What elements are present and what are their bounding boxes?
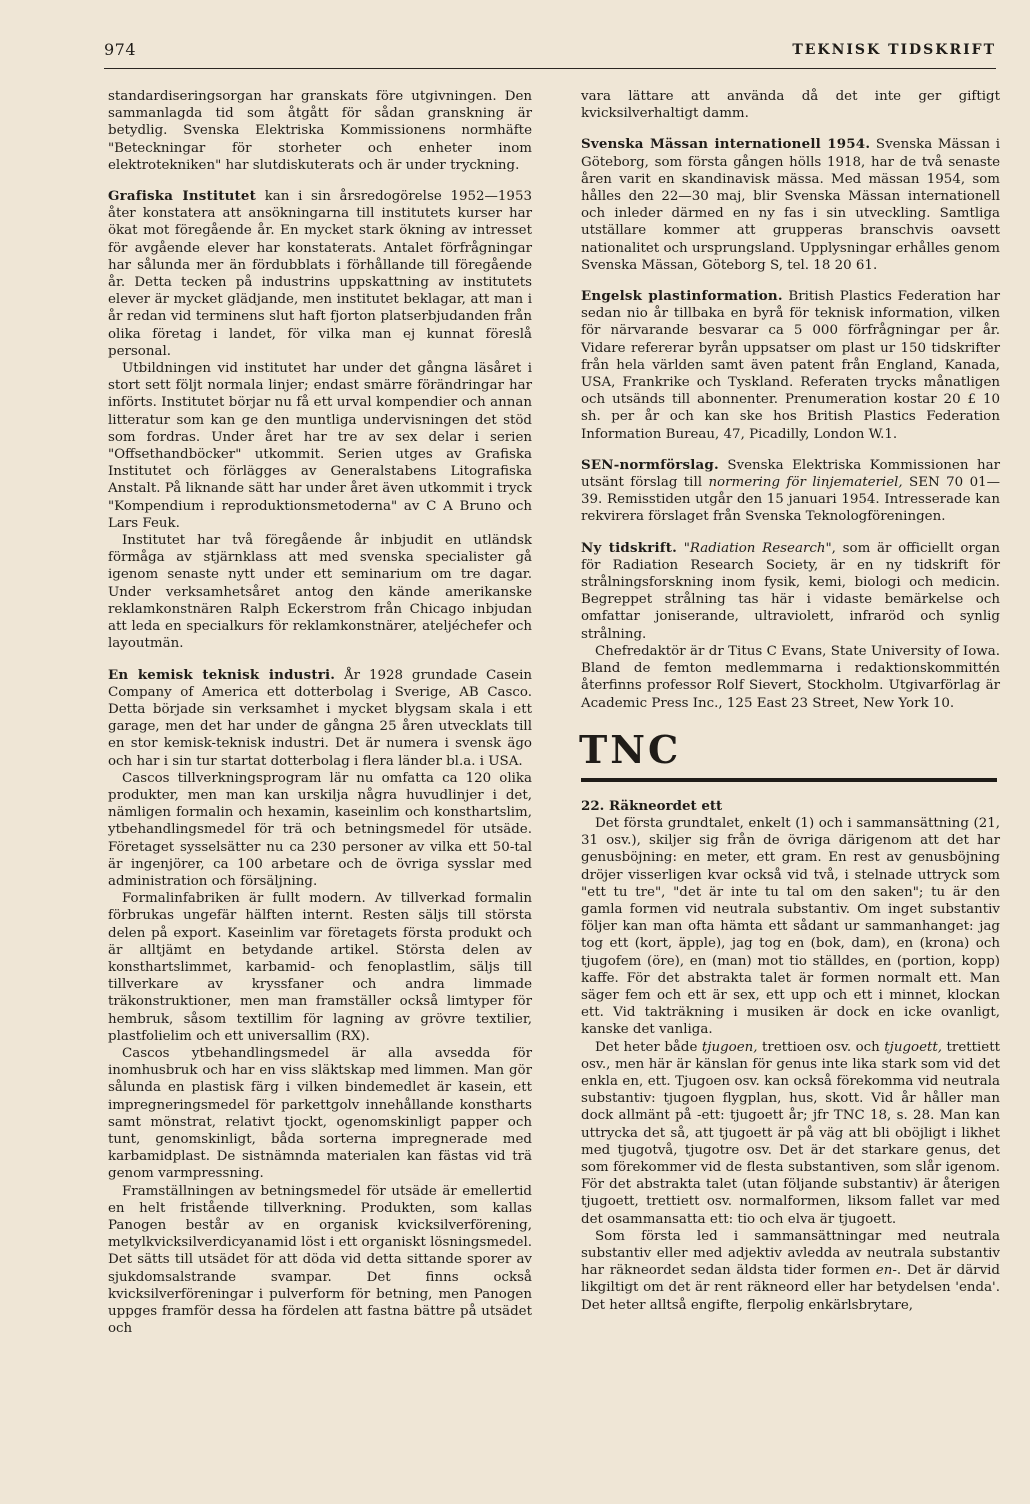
tnc-heading: TNC	[579, 726, 682, 772]
paragraph-text: British Plastics Federation har sedan nio år tillbaka en byrå för teknisk information, vilken för närvarande besvarar ca 5 000 förfrågningar per år. Vidare refererar byrån uppsatser om plast ur 150 tidskrifter från hela världen samt även patent från England, Kanada, USA, Frankrike och Tyskland. Referaten trycks månatligen och utsänds till abonnenter. Prenumeration kostar 20 £ 10 sh. per år och kan ske hos British Plastics Federation Information Bureau, 47, Picadilly, London W.1.	[581, 289, 1000, 442]
paragraph: Framställningen av betningsmedel för utsäde är emellertid en helt fristående tillverkning. Produkten, som kallas Panogen består av en organisk kvicksilverförening, metylkvicksilverdicyanamid löst i ett organiskt lösningsmedel. Det sätts till utsädet för att döda vid detta sittande sporer av sjukdomsalstrande svampar. Det finns också kvicksilverföreningar i pulverform för betning, men Panogen uppges framför dessa ha fördelen att fastna bättre på utsädet och	[108, 1183, 532, 1337]
italic-text: normering för linjemateriel,	[708, 475, 903, 491]
section-grafiska	[108, 188, 532, 360]
paragraph: Det första grundtalet, enkelt (1) och i sammansättning (21, 31 osv.), skiljer sig från de övriga därigenom att det har genusböjning: en meter, ett gram. En rest av genusböjning dröjer visserligen kvar också vid två, i stelnade uttryck som "ett tu tre", "det är inte tu tal om den saken"; tu är den gamla formen vid neutrala substantiv. Om inget substantiv följer kan man ofta hämta ett sådant ur sammanhanget: jag tog ett (kort, äpple), jag tog en (bok, dam), en (krona) och tjugofem (öre), en (man) mot tio ställdes, en (portion, kopp) kaffe. För det abstrakta talet är formen normalt ett. Man säger fem och ett är sex, ett upp och ett i minnet, klockan ett. Vid takträkning i musiken är dock en icke ovanligt, kanske det vanliga.	[581, 815, 1000, 1038]
right-column	[581, 88, 1000, 1314]
paragraph-text: trettiett osv., men här är känslan för genus inte lika stark som vid det enkla en, ett. Tjugoen osv. kan också förekomma vid neutrala substantiv: tjugoen flygplan, hus, skott. Vid år håller man dock allmänt på -ett: tjugoett år; jfr TNC 18, s. 28. Man kan uttrycka det så, att tjugoett är på väg att bli oböjligt i likhet med tjugotvå, tjugotre osv. Det är det starkare genus, det som förekommer vid de flesta substantiven, som slår igenom. För det abstrakta talet (utan följande substantiv) är återigen tjugoett, trettiett osv. normalformen, liksom fallet var med det osammansatta ett: tio och elva är tjugoett.	[581, 1039, 1000, 1227]
page-header	[104, 34, 996, 69]
paragraph-text: Svenska Elektriska Kommissionen har utsänt förslag till	[581, 457, 1000, 491]
paragraph-text: Som första led i sammansättningar med neutrala substantiv eller med adjektiv avledda av neutrala substantiv har räkneordet sedan äldsta tider formen	[581, 1228, 1000, 1279]
italic-text: tjugoett,	[884, 1039, 943, 1055]
section-heading: Grafiska Institutet	[108, 188, 257, 205]
section-massan	[581, 136, 1000, 274]
paragraph: Institutet har två föregående år inbjudit en utländsk förmåga av stjärnklass att med svenska specialister gå igenom senaste nytt under ett seminarium om tre dagar. Under verksamhetsåret antog den kände amerikanske reklamkonstnären Ralph Eckerstrom från Chicago inbjudan att leda en specialkurs för reklamkonstnärer, ateljéchefer och layoutmän.	[108, 533, 532, 652]
section-heading: SEN-normförslag.	[581, 456, 719, 473]
paragraph: Formalinfabriken är fullt modern. Av tillverkad formalin förbrukas ungefär hälften internt. Resten säljs till största delen på export. Kaseinlim var företagets första produkt och är alltjämt en betydande artikel. Största delen av konsthartslimmet, karbamid- och fenoplastlim, säljs till tillverkare av kryssfaner och andra limmade träkonstruktioner, men man framställer också limtyper för hembruk, såsom textillim för lagning av grövre textilier, plastfolielim och ett universallim (RX).	[108, 891, 532, 1044]
section-engelsk	[581, 288, 1000, 443]
section-heading: Svenska Mässan internationell 1954.	[581, 136, 871, 153]
paragraph	[581, 1039, 1000, 1228]
section-heading: En kemisk teknisk industri.	[108, 666, 336, 683]
journal-title: TEKNISK TIDSKRIFT	[792, 42, 996, 58]
section-sen	[581, 457, 1000, 526]
paragraph-text: . Det är därvid likgiltigt om det är rent räkneord eller har betydelsen 'enda'. Det heter alltså engifte, flerpolig enkärlsbrytare,	[581, 1263, 1000, 1313]
italic-text: en-	[875, 1263, 897, 1279]
section-ny-tidskrift	[581, 540, 1000, 643]
paragraph: standardiseringsorgan har granskats före utgivningen. Den sammanlagda tid som åtgått för sådan granskning är betydlig. Svenska Elektriska Kommissionens normhäfte "Beteckningar för storheter och enheter inom elektrotekniken" har slutdiskuterats och är under tryckning.	[108, 89, 532, 173]
paragraph-text: Det heter både	[595, 1039, 702, 1055]
tnc-subheading: 22. Räkneordet ett	[581, 797, 723, 814]
section-heading: Engelsk plastinformation.	[581, 288, 783, 305]
left-column	[108, 88, 532, 1337]
paragraph-text: trettioen osv. och	[757, 1039, 885, 1055]
tnc-rule	[581, 778, 997, 782]
italic-text: tjugoen,	[701, 1039, 758, 1055]
paragraph: vara lättare att använda då det inte ger giftigt kvicksilverhaltigt damm.	[581, 89, 1000, 122]
page-number: 974	[104, 40, 137, 59]
paragraph: Cascos tillverkningsprogram lär nu omfatta ca 120 olika produkter, men man kan urskilja några huvudlinjer i det, nämligen formalin och hexamin, kaseinlim och konsthartslim, ytbehandlingsmedel för trä och betningsmedel för utsäde. Företaget sysselsätter nu ca 230 personer av vilka ett 50-tal är ingenjörer, ca 100 arbetare och de övriga sysslar med administration och försäljning.	[108, 770, 532, 889]
italic-text: "Radiation Research"	[676, 540, 832, 556]
section-kemisk	[108, 667, 532, 770]
paragraph: Chefredaktör är dr Titus C Evans, State University of Iowa. Bland de femton medlemmarna i redaktionskommittén återfinns professor Rolf Sievert, Stockholm. Utgivarförlag är Academic Press Inc., 125 East 23 Street, New York 10.	[581, 643, 1000, 711]
paragraph: Cascos ytbehandlingsmedel är alla avsedda för inomhusbruk och har en viss släktskap med limmen. Man gör sålunda en plastisk färg i vilken bindemedlet är kasein, ett impregneringsmedel för parkettgolv innehållande konstharts samt mönstrat, relativt tjockt, ogenomskinligt papper och tunt, genomskinligt, båda sorterna impregnerade med karbamidplast. De sistnämnda materialen kan fästas vid trä genom varmpressning.	[108, 1045, 532, 1182]
paragraph	[581, 1228, 1000, 1314]
paragraph-text: Svenska Mässan i Göteborg, som första gången hölls 1918, har de två senaste åren varit en skandinavisk mässa. Med mässan 1954, som hålles den 22—30 maj, blir Svenska Mässan internationell och inleder därmed en ny fas i sin utveckling. Samtliga utställare kommer att grupperas branschvis oavsett nationalitet och ursprungsland. Upplysningar erhålles genom Svenska Mässan, Göteborg S, tel. 18 20 61.	[581, 137, 1000, 273]
paragraph-text: , som är officiellt organ för Radiation Research Society, är en ny tidskrift för strålningsforskning inom fysik, kemi, biologi och medicin. Begreppet strålning tas här i vidaste bemärkelse och omfattar joniserande, ultraviolett, infraröd och synlig strålning.	[581, 540, 1001, 642]
paragraph-text: SEN 70 01—39. Remisstiden utgår den 15 januari 1954. Intresserade kan rekvirera förslaget från Svenska Teknologföreningen.	[581, 475, 1000, 525]
paragraph: Utbildningen vid institutet har under det gångna läsåret i stort sett följt normala linjer; endast smärre förändringar har införts. Institutet börjar nu få ett urval kompendier och annan litteratur som kan ge den muntliga undervisningen det stöd som fordras. Under året har tre av sex delar i serien "Offsethandböcker" utkommit. Serien utges av Grafiska Institutet och förlägges av Generalstabens Litografiska Anstalt. På liknande sätt har under året även utkommit i tryck "Kompendium i reproduktionsmetoderna" av C A Bruno och Lars Feuk.	[108, 361, 532, 531]
section-heading: Ny tidskrift.	[581, 539, 677, 556]
paragraph-text: År 1928 grundade Casein Company of America ett dotterbolag i Sverige, AB Casco. Detta började sin verksamhet i mycket blygsam skala i ett garage, men det har under de gångna 25 åren utvecklats till en stor kemisk-teknisk industri. Det är numera i svensk ägo och har i sin tur startat dotterbolag i flera länder bl.a. i USA.	[108, 667, 532, 769]
paragraph-text: kan i sin årsredogörelse 1952—1953 åter konstatera att ansökningarna till institutets kurser har ökat mot föregående år. En mycket stark ökning av intresset för avgående elever har konstaterats. Antalet förfrågningar har sålunda mer än fördubblats i förhållande till föregående år. Detta tecken på industrins uppskattning av institutets elever är mycket glädjande, men institutet beklagar, att man i år redan vid terminens slut haft fjorton platserbjudanden från olika företag i landet, för vilka man ej kunnat föreslå personal.	[108, 189, 532, 359]
